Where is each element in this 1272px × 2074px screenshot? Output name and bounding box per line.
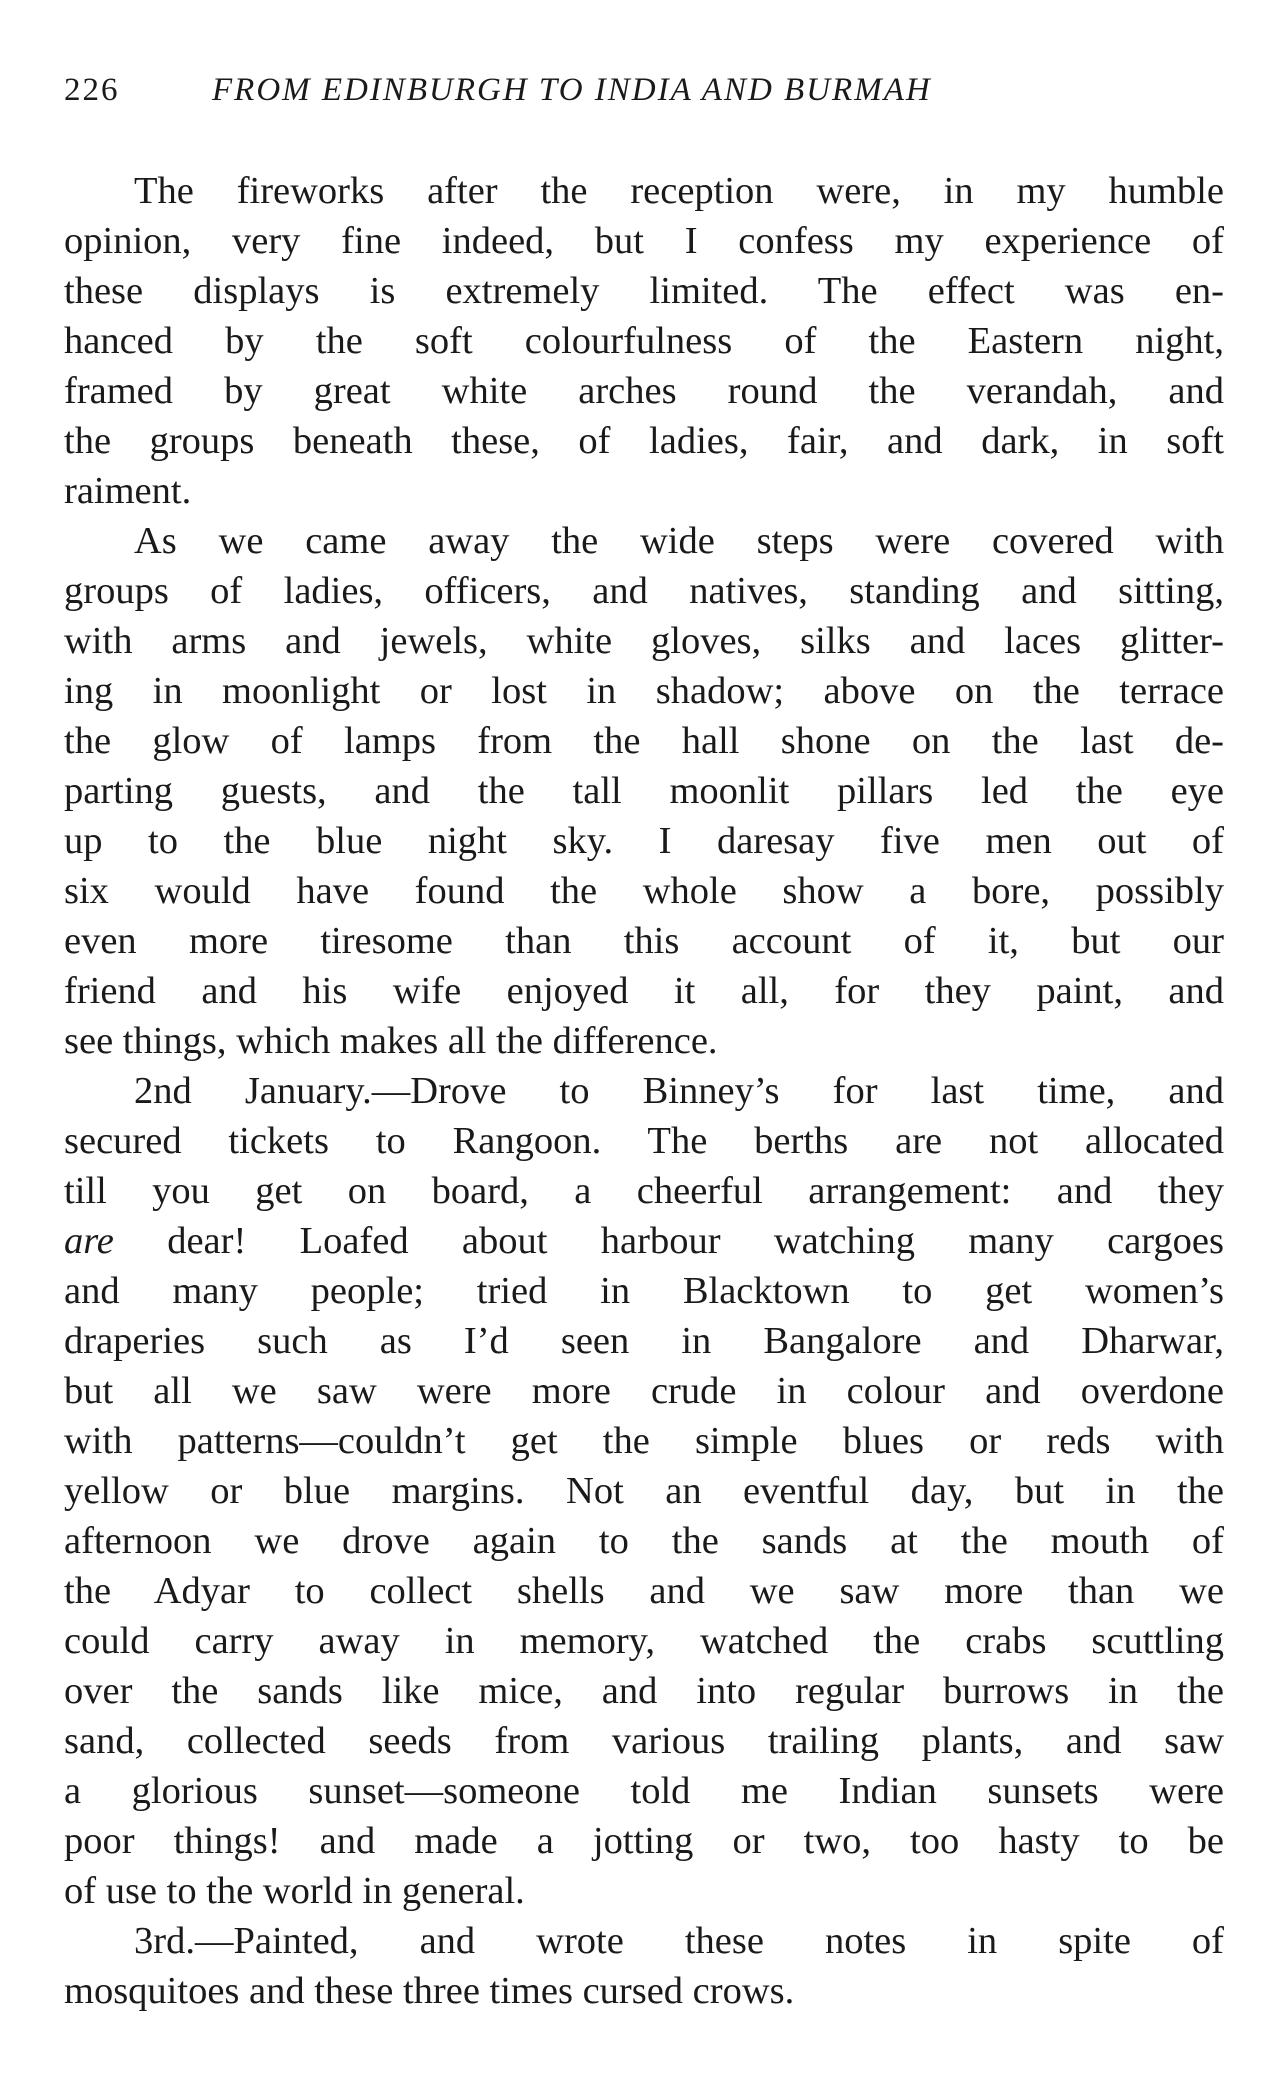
body-text [64, 166, 1224, 2016]
book-page [64, 72, 1224, 2016]
paragraph-third [64, 1916, 1224, 2016]
text-line: ing in moonlight or lost in shadow; above on the terrace [64, 670, 1224, 712]
text-line: of use to the world in general. [64, 1870, 525, 1912]
text-line: 3rd.—Painted, and wrote these notes in spite of [134, 1920, 1224, 1962]
text-line: draperies such as I’d seen in Bangalore and Dharwar, [64, 1320, 1224, 1362]
text-line: could carry away in memory, watched the crabs scuttling [64, 1620, 1224, 1662]
text-line: six would have found the whole show a bore, possibly [64, 870, 1224, 912]
text-line: mosquitoes and these three times cursed crows. [64, 1970, 795, 2012]
text-line: secured tickets to Rangoon. The berths are not allocated [64, 1120, 1224, 1162]
text-line: framed by great white arches round the verandah, and [64, 370, 1224, 412]
text-line: yellow or blue margins. Not an eventful day, but in the [64, 1470, 1224, 1512]
text-line: till you get on board, a cheerful arrangement: and they [64, 1170, 1224, 1212]
text-line: over the sands like mice, and into regular burrows in the [64, 1670, 1224, 1712]
running-head [64, 72, 1224, 120]
text-line: afternoon we drove again to the sands at the mouth of [64, 1520, 1224, 1562]
text-line: with arms and jewels, white gloves, silks and laces glitter- [64, 620, 1224, 662]
text-line: and many people; tried in Blacktown to get women’s [64, 1270, 1224, 1312]
paragraph-second-january [64, 1066, 1224, 1916]
text-line: friend and his wife enjoyed it all, for they paint, and [64, 970, 1224, 1012]
emphasis-word: are [64, 1220, 114, 1262]
text-line: even more tiresome than this account of it, but our [64, 920, 1224, 962]
text-line: raiment. [64, 470, 192, 512]
text-line: groups of ladies, officers, and natives, standing and sitting, [64, 570, 1224, 612]
text-line: a glorious sunset—someone told me Indian sunsets were [64, 1770, 1224, 1812]
text-line: The fireworks after the reception were, in my humble [134, 170, 1224, 212]
paragraph-departure [64, 516, 1224, 1066]
text-line: 2nd January.—Drove to Binney’s for last time, and [134, 1070, 1224, 1112]
text-line: poor things! and made a jotting or two, too hasty to be [64, 1820, 1224, 1862]
text-line: parting guests, and the tall moonlit pillars led the eye [64, 770, 1224, 812]
text-line: these displays is extremely limited. The effect was en- [64, 270, 1224, 312]
text-line: opinion, very fine indeed, but I confess my experience of [64, 220, 1224, 262]
text-line: hanced by the soft colourfulness of the Eastern night, [64, 320, 1224, 362]
text-line: with patterns—couldn’t get the simple blues or reds with [64, 1420, 1224, 1462]
text-line: As we came away the wide steps were covered with [134, 520, 1224, 562]
paragraph-fireworks [64, 166, 1224, 516]
text-line: the glow of lamps from the hall shone on the last de- [64, 720, 1224, 762]
text-line: up to the blue night sky. I daresay five men out of [64, 820, 1224, 862]
text-line: the Adyar to collect shells and we saw more than we [64, 1570, 1224, 1612]
running-title: FROM EDINBURGH TO INDIA AND BURMAH [212, 72, 932, 108]
text-line: but all we saw were more crude in colour and overdone [64, 1370, 1224, 1412]
text-line-rest: dear! Loafed about harbour watching many cargoes [113, 1220, 1224, 1262]
text-line: sand, collected seeds from various trailing plants, and saw [64, 1720, 1224, 1762]
text-line: see things, which makes all the difference. [64, 1020, 718, 1062]
text-line: the groups beneath these, of ladies, fair, and dark, in soft [64, 420, 1224, 462]
page-number: 226 [64, 72, 120, 108]
text-line-with-emphasis [64, 1216, 1224, 1266]
